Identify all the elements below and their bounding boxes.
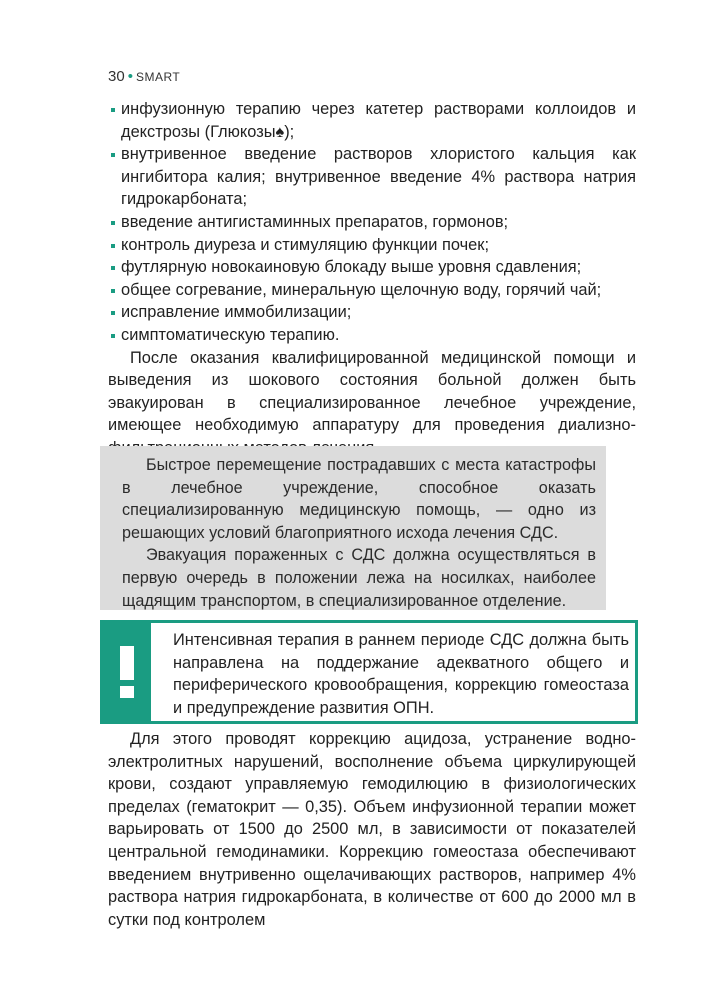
- series-name: SMART: [135, 70, 181, 84]
- evacuation-paragraph: После оказания квалифицированной медицинской помощи и выведения из шокового состояния больной должен быть эвакуирован в специализированное лечебное учреждение, имеющее необходимую аппаратуру для проведения диализно-: [108, 348, 636, 435]
- list-item: внутривенное введение растворов хлористого кальция как ингибитора калия; внутривенное введение 4% раствора натрия гидрокарбоната;: [108, 143, 636, 211]
- highlight-paragraph-2: Эвакуация пораженных с СДС должна осуществляться в первую очередь в положении лежа на носилках, наиболее щадящим транспортом, в специализированное отделение.: [122, 546, 596, 610]
- list-item: контроль диуреза и стимуляцию функции почек;: [108, 234, 636, 257]
- header-separator: •: [127, 68, 133, 85]
- highlight-paragraph-1: Быстрое перемещение пострадавших с места катастрофы в лечебное учреждение, способное оказать специализированную медицинскую помощь, — одно из решающих условий благоприятного исхода лечения СДС.: [122, 456, 596, 542]
- main-content: [108, 98, 636, 460]
- important-note: [100, 620, 638, 724]
- list-item: инфузионную терапию через катетер растворами коллоидов и декстрозы (Глюкозы♠);: [108, 98, 636, 143]
- treatment-list: [108, 98, 636, 347]
- list-item: общее согревание, минеральную щелочную воду, горячий чай;: [108, 279, 636, 302]
- list-item: футлярную новокаиновую блокаду выше уровня сдавления;: [108, 256, 636, 279]
- page-number: 30: [108, 68, 125, 85]
- list-item: симптоматическую терапию.: [108, 324, 636, 347]
- list-item: исправление иммобилизации;: [108, 301, 636, 324]
- alert-text: Интенсивная терапия в раннем периоде СДС должна быть направлена на поддержание адекватного общего и периферического кровообращения, коррекцию гомеостаза и предупреждение развития ОПН.: [173, 631, 629, 717]
- highlight-box: [100, 446, 606, 610]
- list-item: введение антигистаминных препаратов, гормонов;: [108, 211, 636, 234]
- exclamation-icon: [119, 646, 135, 698]
- page-header: [108, 68, 180, 85]
- therapy-paragraph: Для этого проводят коррекцию ацидоза, устранение водно-электролитных нарушений, восполнение объема циркулирующей крови, создают управляемую гемодилюцию в физиологических пределах (гематокрит — 0,35). Объем инфузионной терапии может варьировать от 1500 до 2500 мл, в зависимости от показателей центральной гемодинамики. Коррекцию гомеостаза обеспечивают введением внутривенно ощелачивающих растворов, например 4% раствора натрия гидрокарбоната, в количестве от 600 до 2000 мл в сутки под контролем: [108, 730, 636, 929]
- bottom-content: [108, 728, 636, 931]
- alert-bar: [103, 623, 151, 721]
